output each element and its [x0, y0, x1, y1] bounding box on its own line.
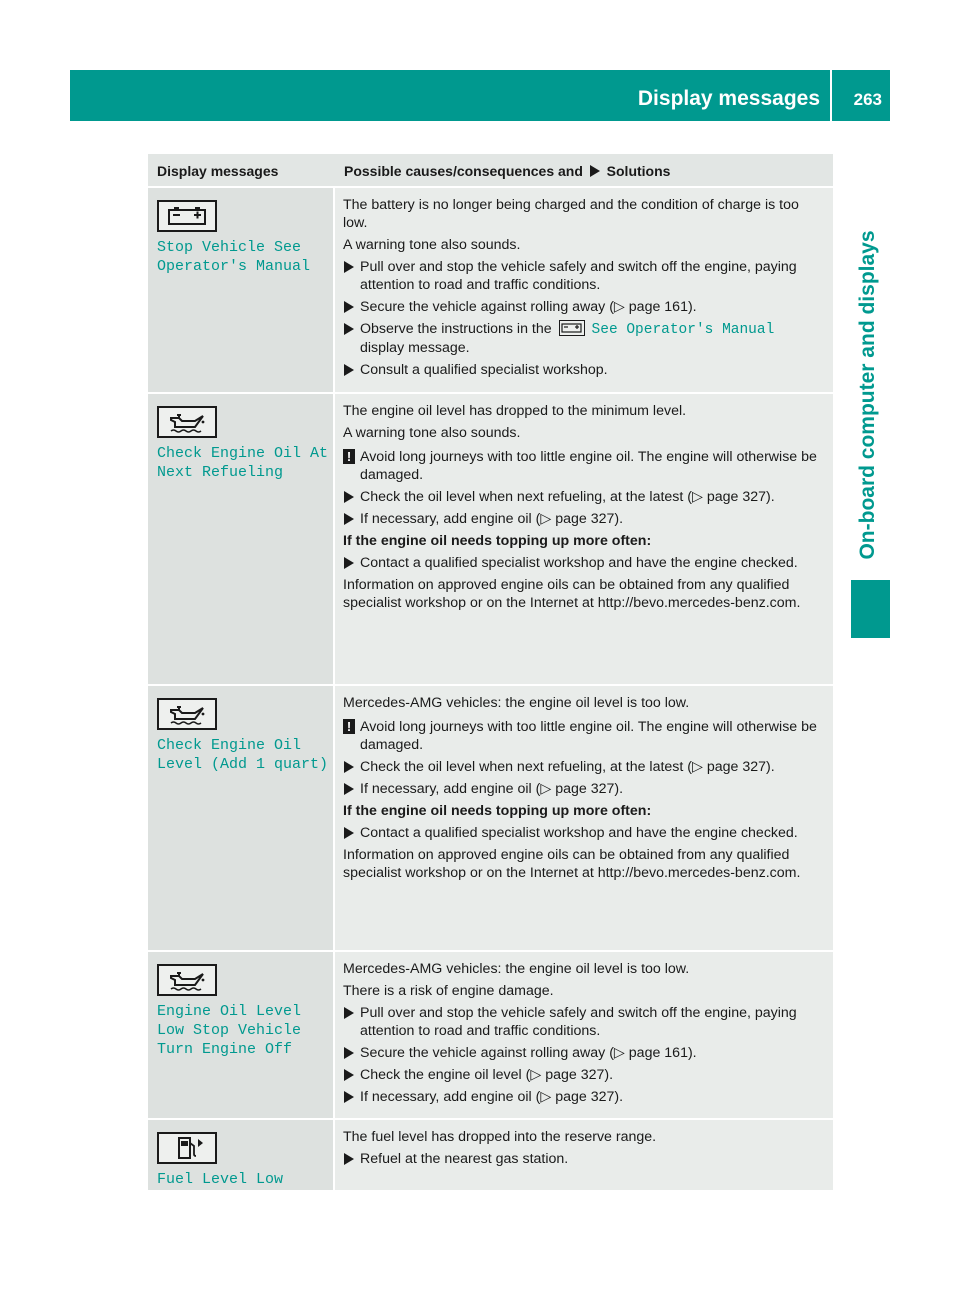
- solution-cell: [335, 1120, 833, 1190]
- message-cell: [148, 1120, 335, 1190]
- solution-step: Check the oil level when next refueling, at the latest (▷ page 327).: [343, 758, 825, 776]
- oil-can-icon: [157, 964, 217, 996]
- fuel-pump-icon: [157, 1132, 217, 1164]
- cause-text: The engine oil level has dropped to the minimum level.: [343, 403, 687, 419]
- solution-step: Secure the vehicle against rolling away (▷ page 161).: [343, 1044, 825, 1062]
- warning-note: ! Avoid long journeys with too little engine oil. The engine will otherwise be damaged.: [343, 718, 825, 754]
- battery-icon: [559, 320, 585, 336]
- solution-step: Pull over and stop the vehicle safely and switch off the engine, paying attention to road and traffic conditions.: [343, 258, 825, 294]
- display-message-reference: See Operator's Manual: [591, 322, 775, 338]
- message-cell: [148, 394, 335, 684]
- col-header-display-messages: Display messages: [157, 163, 279, 179]
- message-cell: [148, 188, 335, 392]
- cause-text: The fuel level has dropped into the reserve range.: [343, 1129, 657, 1145]
- solution-cell: [335, 952, 833, 1118]
- play-arrow-icon: [590, 165, 600, 177]
- table-row: [148, 188, 833, 394]
- display-message-text: Check Engine Oil At Next Refueling: [157, 445, 329, 481]
- table-header: [148, 154, 833, 188]
- subheading: If the engine oil needs topping up more often:: [343, 803, 652, 819]
- solution-step: Secure the vehicle against rolling away (▷ page 161).: [343, 298, 825, 316]
- solution-step: Observe the instructions in the See Operator's Manual display message.: [343, 320, 825, 357]
- col-header-solutions: [337, 154, 833, 186]
- chapter-tab: [845, 225, 890, 565]
- oil-can-icon: [157, 698, 217, 730]
- battery-icon: [157, 200, 217, 232]
- cause-text: A warning tone also sounds.: [343, 237, 521, 253]
- subheading: If the engine oil needs topping up more often:: [343, 533, 652, 549]
- cause-text: A warning tone also sounds.: [343, 425, 521, 441]
- table-row: [148, 952, 833, 1120]
- col-header-prefix: Possible causes/consequences and: [344, 163, 583, 179]
- cause-text: There is a risk of engine damage.: [343, 983, 554, 999]
- solution-step: If necessary, add engine oil (▷ page 327).: [343, 1088, 825, 1106]
- display-message-text: Check Engine Oil Level (Add 1 quart): [157, 737, 329, 773]
- solution-step: Check the engine oil level (▷ page 327).: [343, 1066, 825, 1084]
- oil-can-icon: [157, 406, 217, 438]
- col-header-suffix: Solutions: [606, 163, 671, 179]
- table-row: [148, 1120, 833, 1192]
- page-number: 263: [853, 90, 882, 109]
- chapter-tab-label: On-board computer and displays: [855, 230, 879, 560]
- solution-step: Pull over and stop the vehicle safely and switch off the engine, paying attention to road and traffic conditions.: [343, 1004, 825, 1040]
- solution-step: Check the oil level when next refueling, at the latest (▷ page 327).: [343, 488, 825, 506]
- cause-text: Mercedes-AMG vehicles: the engine oil level is too low.: [343, 695, 690, 711]
- display-message-text: Stop Vehicle See Operator's Manual: [157, 239, 311, 275]
- warning-note: ! Avoid long journeys with too little engine oil. The engine will otherwise be damaged.: [343, 448, 825, 484]
- info-text: Information on approved engine oils can be obtained from any qualified specialist workshop or on the Internet at http://bevo.mercedes-benz.com.: [343, 847, 801, 881]
- solution-step: Consult a qualified specialist workshop.: [343, 361, 825, 379]
- solution-cell: [335, 686, 833, 950]
- display-messages-table: [148, 154, 833, 1192]
- solution-step: Contact a qualified specialist workshop and have the engine checked.: [343, 824, 825, 842]
- cause-text: Mercedes-AMG vehicles: the engine oil level is too low.: [343, 961, 690, 977]
- solution-step: If necessary, add engine oil (▷ page 327).: [343, 780, 825, 798]
- table-row: [148, 686, 833, 952]
- message-cell: [148, 952, 335, 1118]
- solution-step: If necessary, add engine oil (▷ page 327).: [343, 510, 825, 528]
- exclamation-icon: !: [343, 719, 355, 734]
- page-header: [70, 70, 890, 121]
- solution-cell: [335, 188, 833, 392]
- info-text: Information on approved engine oils can be obtained from any qualified specialist workshop or on the Internet at http://bevo.mercedes-benz.com.: [343, 577, 801, 611]
- solution-step: Contact a qualified specialist workshop and have the engine checked.: [343, 554, 825, 572]
- exclamation-icon: !: [343, 449, 355, 464]
- display-message-text: Fuel Level Low: [157, 1171, 284, 1188]
- header-divider: [830, 70, 832, 121]
- display-message-text: Engine Oil Level Low Stop Vehicle Turn Engine Off: [157, 1003, 302, 1058]
- message-cell: [148, 686, 335, 950]
- solution-step: Refuel at the nearest gas station.: [343, 1150, 825, 1168]
- solution-cell: [335, 394, 833, 684]
- page-title: Display messages: [637, 87, 820, 110]
- cause-text: The battery is no longer being charged and the condition of charge is too low.: [343, 197, 799, 231]
- chapter-marker: [851, 580, 890, 638]
- table-row: [148, 394, 833, 686]
